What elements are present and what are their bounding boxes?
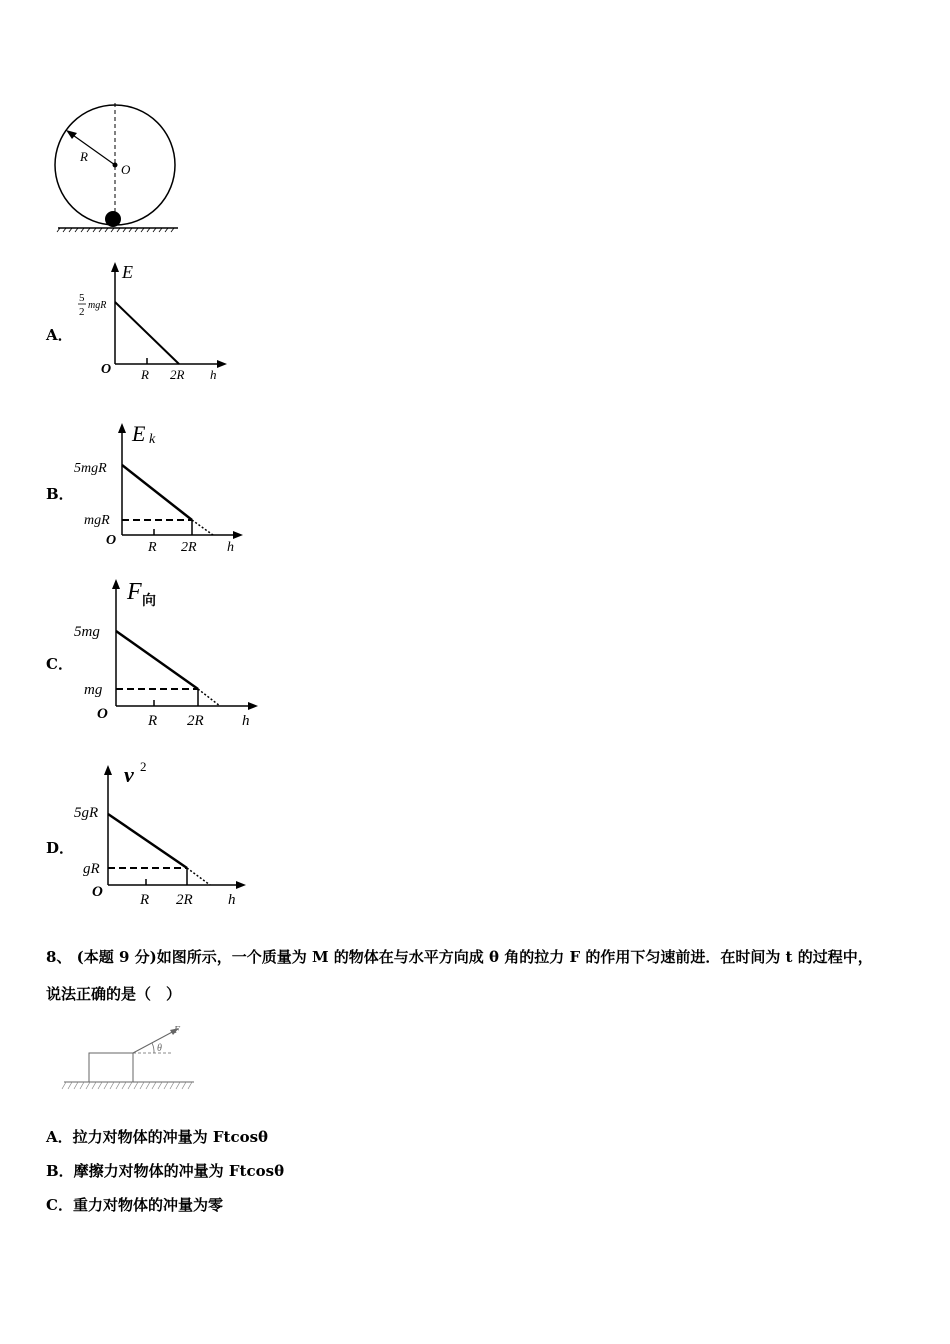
y-top-value: 5mgR [74,461,107,476]
y-axis-label: E [122,262,133,282]
origin-label: O [92,884,103,900]
y-axis-label: E [132,421,146,446]
option-c-letter: C． [46,655,73,673]
y-dash-value: mgR [84,513,110,528]
origin-label: O [101,362,112,377]
center-label: O [121,162,131,177]
tick-r-label: R [141,367,149,382]
origin-label: O [97,706,108,722]
option-d-letter: D． [46,839,75,857]
answer-option-c: C．重力对物体的冲量为零 [46,1196,223,1214]
angle-label: θ [157,1043,162,1054]
option-a-graph [70,258,240,388]
y-axis-superscript: 2 [140,759,147,774]
y-axis-label: F [127,579,142,605]
question-8-line-2: 说法正确的是（ ） [46,985,182,1003]
x-axis-label: h [228,892,236,908]
y-dash-value: gR [83,861,100,877]
force-label: F [174,1025,181,1036]
y-axis-subscript: k [149,432,156,447]
x-axis-label: h [210,367,217,382]
origin-label: O [106,533,117,548]
y-dash-value: mg [84,682,103,698]
x-axis-label: h [227,540,234,555]
answer-option-b: B．摩擦力对物体的冲量为 Ftcosθ [46,1162,285,1180]
y-value-suffix: mgR [88,300,107,311]
tick-r-label: R [148,540,157,555]
block-force-figure [58,1022,203,1097]
tick-r-label: R [148,713,158,729]
tick-r-label: R [140,892,150,908]
tick-2r-label: 2R [181,540,197,555]
y-axis-subscript: 向 [142,594,156,609]
y-top-value: 5mg [74,624,100,640]
y-top-value: 5gR [74,805,99,821]
option-c-graph [70,572,265,732]
radius-label: R [80,149,88,164]
option-b-letter: B． [46,485,74,503]
tick-2r-label: 2R [187,713,204,729]
y-value-numerator: 5 [79,292,85,304]
x-axis-label: h [242,713,250,729]
circle-track-figure [50,95,185,240]
option-b-graph [70,418,250,558]
tick-2r-label: 2R [176,892,193,908]
option-a-letter: A． [46,326,73,344]
y-axis-label: v [124,762,134,787]
question-8-line-1: 8、 (本题 9 分)如图所示，一个质量为 M 的物体在与水平方向成 θ 角的拉力 F 的作用下匀速前进．在时间为 t 的过程中， [46,948,873,966]
y-value-denominator: 2 [79,306,85,318]
answer-option-a: A．拉力对物体的冲量为 Ftcosθ [46,1128,269,1146]
option-d-graph [70,758,255,913]
tick-2r-label: 2R [170,367,185,382]
